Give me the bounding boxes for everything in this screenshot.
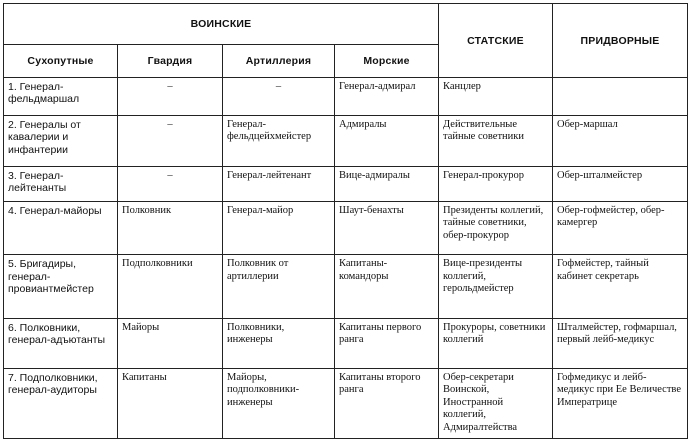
cell-guard: Капитаны (118, 368, 223, 438)
table-row (4, 77, 688, 115)
cell-guard: – (118, 166, 223, 201)
cell-artillery: Генерал-майор (223, 201, 335, 254)
cell-court: Гофмейстер, тайный кабинет секретарь (553, 255, 688, 319)
cell-civil: Прокуроры, советники коллегий (439, 318, 553, 368)
cell-navy: Генерал-адмирал (335, 77, 439, 115)
cell-court: Обер-шталмейстер (553, 166, 688, 201)
cell-land: 2. Генералы от кавалерии и инфантерии (4, 115, 118, 166)
cell-navy: Вице-адмиралы (335, 166, 439, 201)
header-civil: СТАТСКИЕ (439, 4, 553, 78)
cell-land: 1. Генерал-фельдмаршал (4, 77, 118, 115)
cell-artillery: – (223, 77, 335, 115)
table-row (4, 166, 688, 201)
cell-artillery: Полковники, инженеры (223, 318, 335, 368)
cell-court: Обер-гофмейстер, обер-камергер (553, 201, 688, 254)
cell-court: Гофмедикус и лейб-медикус при Ее Величестве Императрице (553, 368, 688, 438)
cell-guard: Майоры (118, 318, 223, 368)
header-artillery: Артиллерия (223, 44, 335, 77)
cell-artillery: Генерал-фельдцейхмейстер (223, 115, 335, 166)
header-military: ВОИНСКИЕ (4, 4, 439, 45)
cell-court (553, 77, 688, 115)
cell-artillery: Майоры, подполковники-инженеры (223, 368, 335, 438)
cell-navy: Капитаны второго ранга (335, 368, 439, 438)
table-row (4, 201, 688, 254)
cell-court: Шталмейстер, гофмаршал, первый лейб-медикус (553, 318, 688, 368)
cell-artillery: Полковник от артиллерии (223, 255, 335, 319)
cell-artillery: Генерал-лейтенант (223, 166, 335, 201)
table-row (4, 318, 688, 368)
table-row (4, 115, 688, 166)
cell-navy: Адмиралы (335, 115, 439, 166)
cell-court: Обер-маршал (553, 115, 688, 166)
cell-civil: Канцлер (439, 77, 553, 115)
cell-guard: – (118, 77, 223, 115)
cell-guard: Полковник (118, 201, 223, 254)
table-row (4, 368, 688, 438)
header-navy: Морские (335, 44, 439, 77)
cell-land: 3. Генерал-лейтенанты (4, 166, 118, 201)
cell-guard: Подполковники (118, 255, 223, 319)
cell-civil: Вице-президенты коллегий, герольдмейстер (439, 255, 553, 319)
cell-guard: – (118, 115, 223, 166)
header-court: ПРИДВОРНЫЕ (553, 4, 688, 78)
cell-civil: Генерал-прокурор (439, 166, 553, 201)
header-row-groups (4, 4, 688, 45)
cell-land: 5. Бригадиры, генерал-провиантмейстер (4, 255, 118, 319)
cell-land: 4. Генерал-майоры (4, 201, 118, 254)
cell-navy: Капитаны первого ранга (335, 318, 439, 368)
cell-civil: Действительные тайные советники (439, 115, 553, 166)
table-row (4, 255, 688, 319)
cell-land: 7. Подполковники, генерал-аудиторы (4, 368, 118, 438)
cell-navy: Шаут-бенахты (335, 201, 439, 254)
cell-navy: Капитаны-командоры (335, 255, 439, 319)
header-land: Сухопутные (4, 44, 118, 77)
header-guard: Гвардия (118, 44, 223, 77)
cell-land: 6. Полковники, генерал-адъютанты (4, 318, 118, 368)
cell-civil: Обер-секретари Воинской, Иностранной коллегий, Адмиралтейства (439, 368, 553, 438)
cell-civil: Президенты коллегий, тайные советники, обер-прокурор (439, 201, 553, 254)
table-of-ranks (3, 3, 688, 439)
